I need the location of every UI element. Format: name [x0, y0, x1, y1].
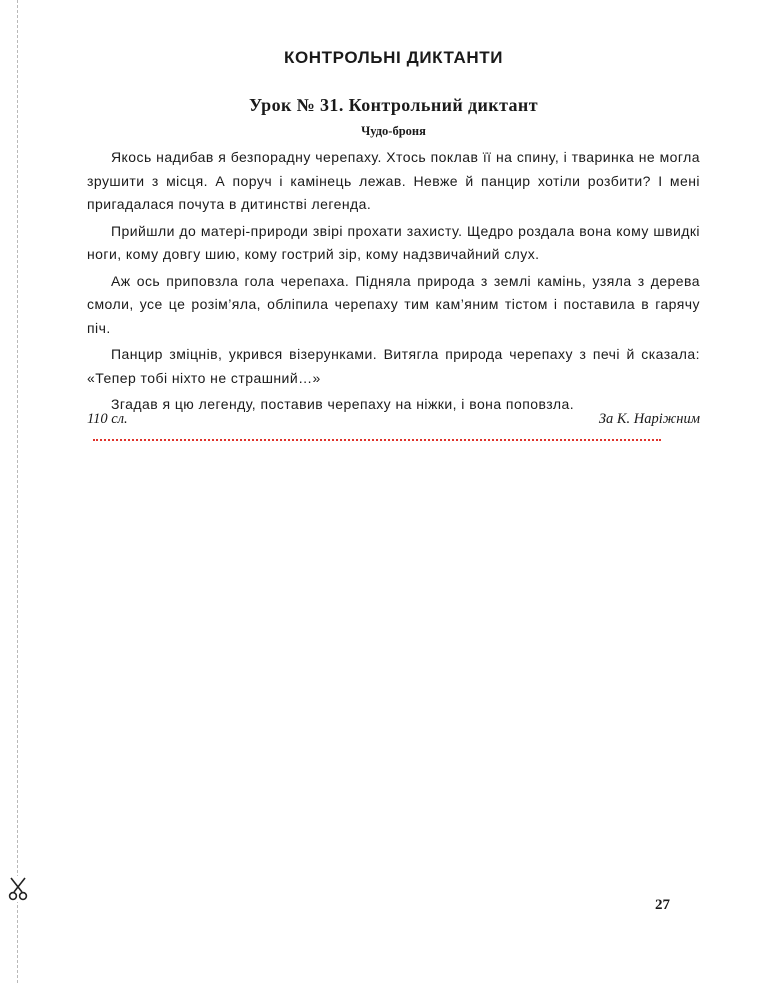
lesson-title: Урок № 31. Контрольний диктант — [249, 95, 538, 115]
page-number: 27 — [655, 897, 670, 913]
paragraph-text: Згадав я цю легенду, поставив черепаху на ніжки, і вона поповзла. — [111, 396, 575, 412]
paragraph — [87, 343, 700, 390]
scissors-icon — [7, 876, 29, 902]
cut-line — [17, 0, 18, 983]
paragraph — [87, 220, 700, 267]
paragraph-text: Якось надибав я безпорадну черепаху. Хтось поклав її на спину, і тваринка не могла зрушити з місця. А поруч і камінець лежав. Невже й панцир хотіли розбити? І мені пригадалася почута в дитинстві легенда. — [87, 149, 700, 212]
dictation-text — [87, 146, 700, 420]
paragraph — [87, 146, 700, 217]
dictation-subtitle: Чудо-броня — [361, 124, 426, 138]
paragraph-text: Панцир зміцнів, укрився візерунками. Витягла природа черепаху з печі й сказала: «Тепер тобі ніхто не страшний…» — [87, 346, 700, 386]
red-dotted-divider — [93, 439, 661, 441]
paragraph-text: Аж ось приповзла гола черепаха. Підняла природа з землі камінь, узяла з дерева смоли, усе це розім’яла, обліпила черепаху тим кам’яним тістом і поставила в гарячу піч. — [87, 272, 700, 336]
signature-line — [87, 411, 700, 431]
paragraph — [87, 270, 700, 341]
author-credit: За К. Наріжним — [598, 411, 700, 427]
section-title: КОНТРОЛЬНІ ДИКТАНТИ — [283, 48, 504, 67]
word-count: 110 сл. — [87, 411, 128, 427]
paragraph-text: Прийшли до матері-природи звірі прохати захисту. Щедро роздала вона кому швидкі ноги, кому довгу шию, кому гострий зір, кому надзвичайний слух. — [87, 222, 700, 262]
